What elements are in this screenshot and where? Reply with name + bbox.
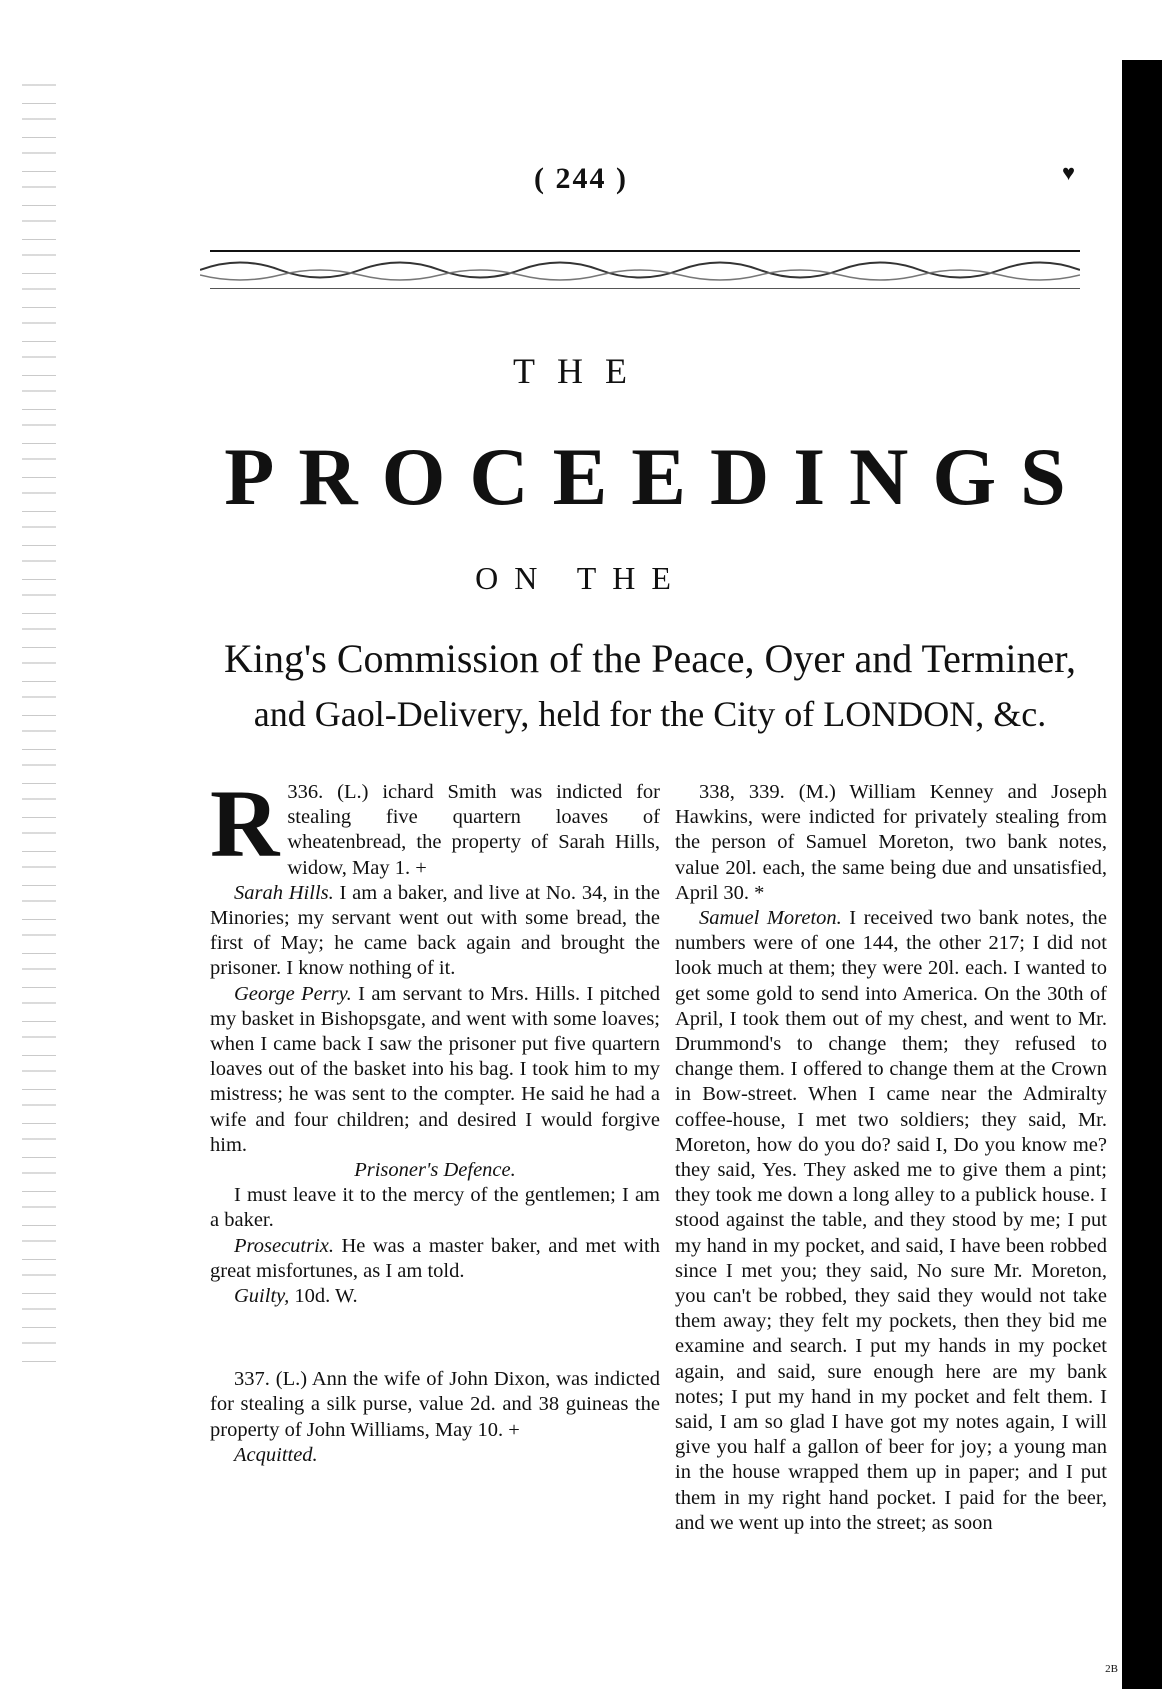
case-338-339: 338, 339. (M.) William Kenney and Joseph Hawkins, were indicted for privately stealing from the person of Samuel Moreton, two bank notes, value 20l. each, the same being due and unsatisfied, April 30. * xyxy=(675,781,1107,904)
testimony-text: I am servant to Mrs. Hills. I pitched my basket in Bishopsgate, and went with some loaves; when I came back I saw the prisoner put five quartern loaves out of the basket into his bag. I took him to my mistress; he was sent to the compter. He said he had a wife and four children; and desired I would forgive him. xyxy=(210,982,660,1156)
witness-name: George Perry. xyxy=(234,982,352,1005)
verdict-337: Acquitted. xyxy=(234,1443,318,1466)
prosecutrix-statement xyxy=(210,1234,660,1284)
signature-mark: 2B xyxy=(1105,1663,1118,1675)
testimony-george-perry xyxy=(210,982,660,1158)
title-on-the: ON THE xyxy=(475,560,687,596)
ornament-border xyxy=(200,255,1080,285)
verdict-336 xyxy=(210,1284,660,1309)
commission-line-2: and Gaol-Delivery, held for the City of LONDON, &c. xyxy=(253,694,1047,734)
right-column xyxy=(675,780,1107,1536)
testimony-samuel-moreton xyxy=(675,906,1107,1536)
title-proceedings: PROCEEDINGS xyxy=(224,431,1090,522)
section-separator xyxy=(210,1335,660,1349)
scan-edge-bar xyxy=(1122,60,1162,1689)
defence-heading: Prisoner's Defence. xyxy=(354,1159,516,1182)
case-336-number: 336. (L.) xyxy=(287,781,369,803)
testimony-text: I received two bank notes, the numbers were of one 144, the other 217; I did not look much at them; they were 20l. each. I wanted to get some gold to send into America. On the 30th of April, I took them out of my chest, and went to Mr. Drummond's to change them; they refused to change them. I offered to change them at the Crown in Bow-street. When I came near the Admiralty coffee-house, I met two soldiers; they said, Mr. Moreton, how do you do? said I, Do you know me? they said, Yes. They asked me to give them a pint; they took me down a long alley to a publick house. I stood against the table, and they stood by me; I put my hand in my pocket, and said, I have been robbed since I met you; they said, No sure Mr. Moreton, you can't be robbed, they said they would not take them away; they felt my pockets, then they bid me examine and search. I put my hands in my pocket again, and said, sure enough here are my bank notes; I put my hand in my pocket and felt them. I said, I am so glad I have got my notes again, I will give you half a gallon of beer for joy; a young man in the house wrapped them up in paper; and I put them in my right hand pocket. I paid for the beer, and we went up into the street; as soon xyxy=(675,907,1107,1534)
header-rule-top xyxy=(210,250,1080,252)
witness-name: Sarah Hills. xyxy=(234,881,334,904)
case-337: 337. (L.) Ann the wife of John Dixon, was indicted for stealing a silk purse, value 2d. and 38 guineas the property of John Williams, May 10. + xyxy=(210,1368,660,1441)
defence-text: I must leave it to the mercy of the gentlemen; I am a baker. xyxy=(210,1184,660,1232)
binding-edge xyxy=(22,70,56,1370)
commission-line-1: King's Commission of the Peace, Oyer and Terminer, xyxy=(224,636,1076,681)
case-336 xyxy=(210,770,661,881)
prosecutrix-text: He was a master baker, and met with great misfortunes, as I am told. xyxy=(210,1234,660,1282)
testimony-sarah-hills xyxy=(210,881,660,982)
header-rule-bottom xyxy=(210,288,1080,289)
printer-mark-icon: ♥ xyxy=(1062,160,1076,185)
verdict-label: Guilty, xyxy=(234,1285,290,1308)
left-column xyxy=(210,770,661,1468)
page-number: ( 244 ) xyxy=(534,162,628,195)
prosecutrix-label: Prosecutrix. xyxy=(234,1234,335,1257)
case-336-text: ichard Smith was indicted for stealing five quartern loaves of wheatenbread, the property of Sarah Hills, widow, May 1. + xyxy=(287,781,661,879)
verdict-value: 10d. W. xyxy=(289,1285,358,1308)
title-the: THE xyxy=(513,351,649,391)
drop-cap: R xyxy=(210,770,280,877)
witness-name: Samuel Moreton. xyxy=(699,907,842,930)
testimony-text: I am a baker, and live at No. 34, in the Minories; my servant went out with some bread, the first of May; he came back again and brought the prisoner. I know nothing of it. xyxy=(210,881,660,980)
